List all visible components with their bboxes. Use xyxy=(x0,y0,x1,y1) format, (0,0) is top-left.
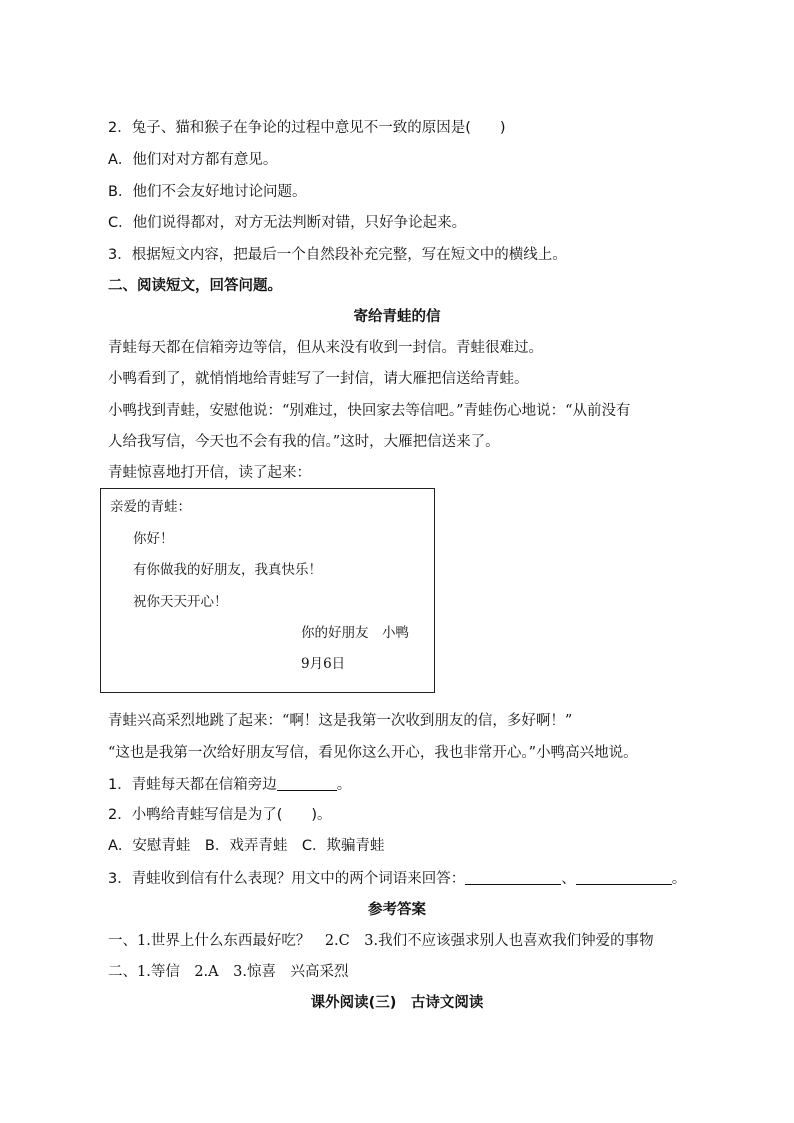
question-1-end: 。 xyxy=(336,777,352,793)
option-a: A．他们对对方都有意见。 xyxy=(108,152,278,168)
answer-blank xyxy=(277,774,337,791)
answers-line-1: 一、1.世界上什么东西最好吃？ 2.C 3.我们不应该强求别人也喜欢我们钟爱的事物 xyxy=(108,933,654,949)
question-3-text: 3．青蛙收到信有什么表现？用文中的两个词语来回答： xyxy=(108,871,466,887)
story-paragraph: 小鸭找到青蛙，安慰他说：“别难过，快回家去等信吧。”青蛙伤心地说：“从前没有 xyxy=(108,403,631,419)
question-3-end: 。 xyxy=(671,871,687,887)
question-3: 3．根据短文内容，把最后一个自然段补充完整，写在短文中的横线上。 xyxy=(108,247,567,263)
section-heading: 二、阅读短文，回答问题。 xyxy=(108,278,282,294)
story-paragraph: 小鸭看到了，就悄悄地给青蛙写了一封信，请大雁把信送给青蛙。 xyxy=(108,371,529,387)
option-c: C．他们说得都对，对方无法判断对错，只好争论起来。 xyxy=(108,215,467,231)
letter-hello: 你好！ xyxy=(133,531,174,547)
answers-line-2: 二、1.等信 2.A 3.惊喜 兴高采烈 xyxy=(108,964,349,980)
question-2-options: A．安慰青蛙 B．戏弄青蛙 C．欺骗青蛙 xyxy=(108,838,385,854)
question-1 xyxy=(108,774,351,795)
letter-signature: 你的好朋友 小鸭 xyxy=(301,625,409,641)
letter-date: 9月6日 xyxy=(301,656,346,672)
question-3 xyxy=(108,868,686,889)
story-title: 寄给青蛙的信 xyxy=(353,309,441,325)
option-b: B．他们不会友好地讨论问题。 xyxy=(108,184,307,200)
letter-body: 有你做我的好朋友，我真快乐！ xyxy=(133,562,322,578)
next-section-title: 课外阅读(三) 古诗文阅读 xyxy=(310,995,484,1011)
question-2: 2．小鸭给青蛙写信是为了( )。 xyxy=(108,807,332,823)
story-paragraph: 青蛙惊喜地打开信，读了起来： xyxy=(108,465,311,481)
story-paragraph: 青蛙兴高采烈地跳了起来：“啊！这是我第一次收到朋友的信，多好啊！” xyxy=(108,713,573,729)
question-2: 2．兔子、猫和猴子在争论的过程中意见不一致的原因是( ) xyxy=(108,120,506,136)
answer-blank xyxy=(465,868,561,885)
question-1-text: 1．青蛙每天都在信箱旁边 xyxy=(108,777,277,793)
letter-box xyxy=(100,488,435,693)
story-paragraph: “这也是我第一次给好朋友写信，看见你这么开心，我也非常开心。”小鸭高兴地说。 xyxy=(108,745,638,761)
story-paragraph: 人给我写信，今天也不会有我的信。”这时，大雁把信送来了。 xyxy=(108,434,500,450)
answers-title: 参考答案 xyxy=(368,902,426,918)
letter-wish: 祝你天天开心！ xyxy=(133,594,228,610)
answer-blank xyxy=(576,868,672,885)
story-paragraph: 青蛙每天都在信箱旁边等信，但从来没有收到一封信。青蛙很难过。 xyxy=(108,340,543,356)
letter-greeting: 亲爱的青蛙： xyxy=(110,499,191,515)
question-3-sep: 、 xyxy=(561,871,576,887)
